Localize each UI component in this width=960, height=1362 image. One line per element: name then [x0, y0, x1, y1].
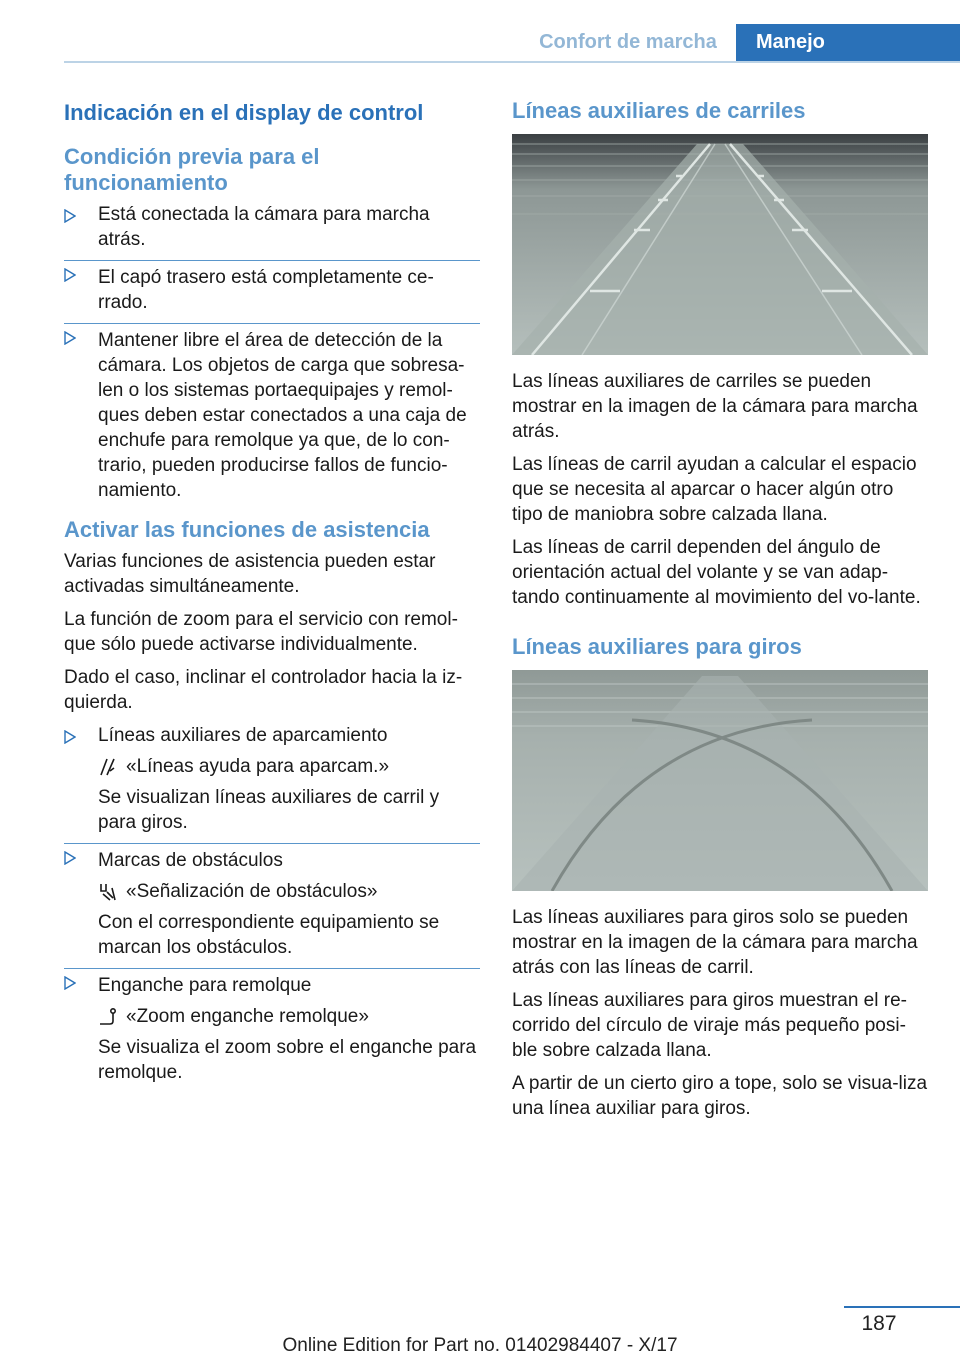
header-chapter-tab: Manejo: [736, 24, 960, 61]
list-item: [64, 323, 480, 503]
list-item: [64, 723, 480, 835]
list-item-text: Está conectada la cámara para marcha atrás.: [98, 204, 430, 250]
assist-para: Varias funciones de asistencia pueden estar activadas simultáneamente.: [64, 551, 436, 597]
lane-lines-heading: Líneas auxiliares de carriles: [512, 98, 806, 123]
triangle-bullet-icon: [64, 268, 76, 282]
page-number-rule: [844, 1306, 960, 1308]
list-item: [64, 843, 480, 960]
list-item-title: Marcas de obstáculos: [98, 850, 283, 871]
assist-para: Dado el caso, inclinar el controlador hacia la iz‐quierda.: [64, 667, 463, 713]
right-column: [512, 98, 928, 1129]
list-item-title: Enganche para remolque: [98, 975, 312, 996]
assist-list: [64, 723, 480, 1085]
footer-edition: Online Edition for Part no. 01402984407 - X/17: [282, 1335, 678, 1356]
assist-heading: Activar las funciones de asistencia: [64, 517, 430, 542]
lane-lines-para: Las líneas auxiliares de carriles se pueden mostrar en la imagen de la cámara para marcha atrás.: [512, 371, 918, 442]
list-item-desc: Con el correspondiente equipamiento se marcan los obstáculos.: [98, 912, 440, 958]
turn-lines-heading: Líneas auxiliares para giros: [512, 634, 802, 659]
lane-lines-para: Las líneas de carril ayudan a calcular el espacio que se necesita al aparcar o hacer algún otro tipo de maniobra sobre calzada llana.: [512, 454, 917, 525]
page-number: 187: [861, 1312, 897, 1335]
lane-lines-camera-image: [512, 134, 928, 355]
menu-entry: [98, 754, 480, 779]
left-column: [64, 98, 480, 1093]
turn-lines-para: Las líneas auxiliares para giros solo se pueden mostrar en la imagen de la cámara para marcha atrás con las líneas de carril.: [512, 907, 918, 978]
assist-para: La función de zoom para el servicio con remol‐que sólo puede activarse individualmente.: [64, 609, 458, 655]
menu-entry: [98, 1004, 480, 1029]
menu-entry-label: «Señalización de obstáculos»: [126, 881, 378, 902]
condition-heading: Condición previa para el funcionamiento: [64, 144, 320, 195]
menu-entry: [98, 879, 480, 904]
list-item-desc: Se visualiza el zoom sobre el enganche para remolque.: [98, 1037, 477, 1083]
trailer-hitch-zoom-icon: [98, 1007, 118, 1027]
menu-entry-label: «Zoom enganche remolque»: [126, 1006, 369, 1027]
header-section-title: Confort de marcha: [539, 31, 717, 53]
triangle-bullet-icon: [64, 730, 76, 744]
display-title: Indicación en el display de control: [64, 100, 424, 125]
list-item: [64, 260, 480, 315]
list-item: [64, 968, 480, 1085]
list-item-text: Mantener libre el área de detección de la cámara. Los objetos de carga que sobresa‐len o los sistemas portaequipajes y remol‐ques deben estar conectados a una caja de enchufe para remolque ya que, de lo con‐trario, pueden producirse fallos de funcio‐namiento.: [98, 330, 467, 501]
turn-lines-para: Las líneas auxiliares para giros muestran el re‐corrido del círculo de viraje más pequeño posi‐ble sobre calzada llana.: [512, 990, 907, 1061]
lane-lines-para: Las líneas de carril dependen del ángulo de orientación actual del volante y se van adap‐tando continuamente al movimiento del vo‐lante.: [512, 537, 921, 608]
turn-lines-camera-image: [512, 670, 928, 891]
obstacle-marking-icon: [98, 882, 118, 902]
triangle-bullet-icon: [64, 976, 76, 990]
triangle-bullet-icon: [64, 851, 76, 865]
triangle-bullet-icon: [64, 331, 76, 345]
header-rule: [64, 61, 960, 63]
turn-lines-para: A partir de un cierto giro a tope, solo se visua‐liza una línea auxiliar para giros.: [512, 1073, 928, 1119]
condition-list: [64, 202, 480, 503]
menu-entry-label: «Líneas ayuda para aparcam.»: [126, 756, 390, 777]
list-item-title: Líneas auxiliares de aparcamiento: [98, 725, 388, 746]
list-item: [64, 202, 480, 252]
list-item-desc: Se visualizan líneas auxiliares de carril y para giros.: [98, 787, 440, 833]
parking-lines-icon: [98, 757, 118, 777]
triangle-bullet-icon: [64, 209, 76, 223]
list-item-text: El capó trasero está completamente ce‐rrado.: [98, 267, 434, 313]
